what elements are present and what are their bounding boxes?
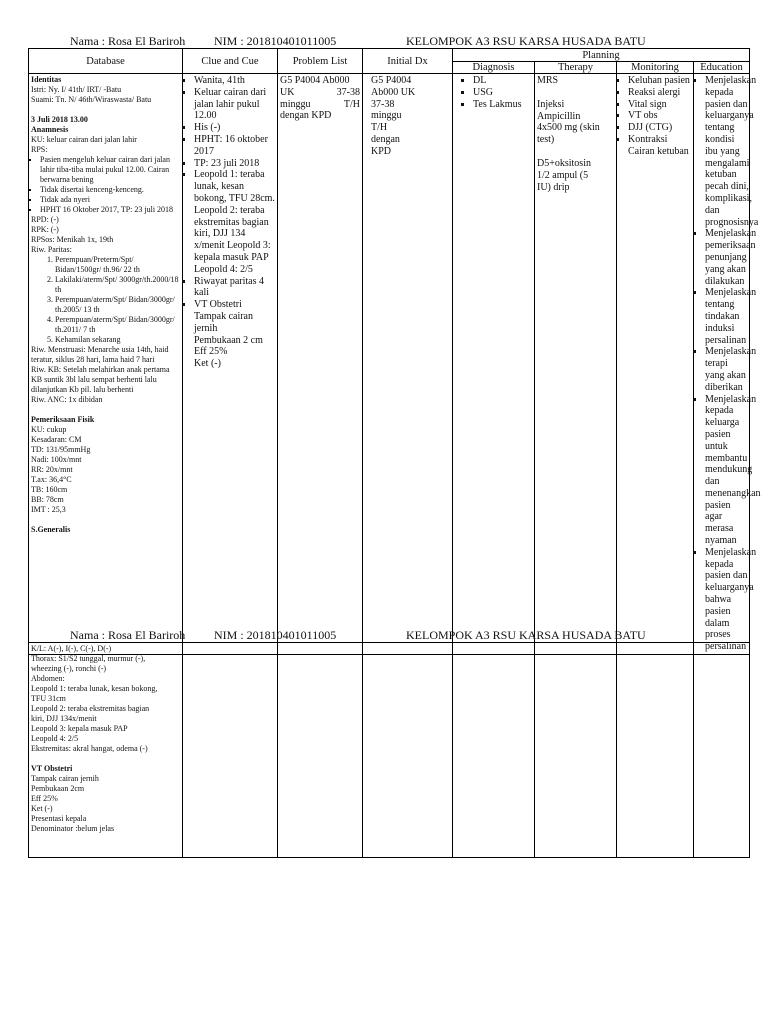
assessment-table <box>28 48 761 655</box>
istri-line: Istri: Ny. I/ 41th/ IRT/ -Batu <box>31 85 122 94</box>
vital-item: KU: cukup <box>31 425 67 434</box>
rpd-line: RPD: (-) <box>31 215 59 224</box>
rpk-line: RPK: (-) <box>31 225 59 234</box>
diagnosis-cell <box>453 74 535 655</box>
list-item: ▪ Menjelaskan kepada keluarga pasien untuk membantu mendukung dan menenangkan pasien agar merasa nyaman <box>705 394 749 547</box>
identitas-title: Identitas <box>31 75 62 84</box>
vital-item: RR: 20x/mnt <box>31 465 73 474</box>
empty-cell <box>278 643 363 858</box>
monitoring-list <box>619 75 691 158</box>
pemeriksaan-title: Pemeriksaan Fisik <box>31 415 95 424</box>
exam-line: Thorax: S1/S2 tunggal, murmur (-), <box>31 654 146 663</box>
anc-line: Riw. ANC: 1x dibidan <box>31 395 103 404</box>
rps-list <box>31 155 180 215</box>
list-item: ▪ Reaksi alergi <box>628 87 691 99</box>
diagnosis-list <box>455 75 532 110</box>
initial-line: T/H <box>371 122 388 134</box>
list-item: ▪ Tes Lakmus <box>473 99 532 111</box>
therapy-line: 4x500 mg (skin <box>537 122 600 134</box>
group-title: KELOMPOK A3 RSU KARSA HUSADA BATU <box>406 628 646 642</box>
list-item: ▪ Tidak ada nyeri <box>40 195 180 205</box>
vital-item: Kesadaran: CM <box>31 435 82 444</box>
list-item: ▪ Pasien mengeluh keluar cairan dari jalan lahir tiba-tiba mulai pukul 12.00. Cairan berwarna bening <box>40 155 180 185</box>
exam-line: kiri, DJJ 134x/menit <box>31 714 97 723</box>
vt-title: ▪ VT Obstetri <box>194 299 242 311</box>
rpsos-line: RPSos: Menikah 1x, 19th <box>31 235 114 244</box>
list-item: ▪ HPHT: 16 oktober 2017 <box>194 134 275 158</box>
menstruasi-line: Riw. Menstruasi: Menarche usia 14th, haid teratur, siklus 28 hari, lama haid 7 hari <box>31 345 169 364</box>
vt-line: Eff 25% <box>31 794 58 803</box>
problem-line: dengan KPD <box>280 110 332 122</box>
list-item: ▪ DL <box>473 75 532 87</box>
list-item: ▪ Menjelaskan kepada pasien dan keluarganya tentang kondisi ibu yang mengalami ketuban pecah dini, komplikasi, dan prognosisnya <box>705 75 749 228</box>
therapy-cell <box>535 74 617 655</box>
clue-cell <box>183 74 278 655</box>
exam-line: Ekstremitas: akral hangat, odema (-) <box>31 744 148 753</box>
list-item: ▪ Wanita, 41th <box>194 75 275 87</box>
initial-dx-cell <box>363 74 453 655</box>
exam-line: Leopold 1: teraba lunak, kesan bokong, <box>31 684 158 693</box>
vital-item: TD: 131/95mmHg <box>31 445 91 454</box>
list-item <box>194 299 275 370</box>
empty-cell <box>453 643 535 858</box>
list-item: ▪ HPHT 16 Oktober 2017, TP: 23 juli 2018 <box>40 205 180 215</box>
generalis-title: S.Generalis <box>31 525 71 534</box>
student-nim: NIM : 201810401011005 <box>214 34 337 48</box>
list-item: ▪ Menjelaskan tentang tindakan induksi persalinan <box>705 287 749 346</box>
therapy-line: Ampicillin <box>537 110 581 122</box>
list-item: ▪ Keluhan pasien <box>628 75 691 87</box>
vt-item: Eff 25% <box>194 346 228 358</box>
list-item: ▪ Menjelaskan pemeriksaan penunjang yang akan dilakukan <box>705 228 749 287</box>
col-clue: Clue and Cue <box>183 49 278 74</box>
list-item: ▪ Keluar cairan dari jalan lahir pukul 12.00 <box>194 87 275 122</box>
exam-line: TFU 31cm <box>31 694 66 703</box>
exam-line: K/L: A(-), I(-), C(-), D(-) <box>31 644 112 653</box>
initial-line: G5 P4004 <box>371 75 412 86</box>
list-item: 5. Kehamilan sekarang <box>55 335 180 345</box>
therapy-line: 1/2 ampul (5 <box>537 169 589 181</box>
list-item: 1. Perempuan/Preterm/Spt/ Bidan/1500gr/ th.96/ 22 th <box>55 255 180 275</box>
vt-item: Tampak cairan jernih <box>194 310 253 334</box>
therapy-line: D5+oksitosin <box>537 157 591 169</box>
vt-line: Tampak cairan jernih <box>31 774 99 783</box>
student-name: Nama : Rosa El Bariroh <box>70 628 186 642</box>
list-item: ▪ TP: 23 juli 2018 <box>194 158 275 170</box>
therapy-mrs: MRS <box>537 75 559 86</box>
vital-item: BB: 78cm <box>31 495 64 504</box>
col-problem: Problem List <box>278 49 363 74</box>
leopold-2-3: Leopold 2: teraba ekstremitas bagian kiri, DJJ 134 x/menit Leopold 3: kepala masuk PAP <box>194 204 271 263</box>
exam-line: Leopold 4: 2/5 <box>31 734 79 743</box>
therapy-line: test) <box>537 134 555 146</box>
education-cell <box>694 74 761 655</box>
database-cell <box>29 74 186 655</box>
leopold-4: Leopold 4: 2/5 <box>194 263 253 275</box>
vital-item: T.ax: 36,4°C <box>31 475 72 484</box>
empty-cell <box>617 643 694 858</box>
therapy-line: IU) drip <box>537 181 570 193</box>
col-initial: Initial Dx <box>363 49 453 74</box>
vt-item: Pembukaan 2 cm <box>194 334 263 346</box>
problem-cell <box>278 74 363 655</box>
list-item: ▪ Riwayat paritas 4 kali <box>194 276 275 300</box>
suami-line: Suami: Tn. N/ 46th/Wiraswasta/ Batu <box>31 95 152 104</box>
vt-line: Presentasi kepala <box>31 814 87 823</box>
monitoring-cairan: Cairan ketuban <box>628 145 689 157</box>
col-therapy: Therapy <box>535 62 617 74</box>
list-item: ▪ Tidak disertai kenceng-kenceng. <box>40 185 180 195</box>
generalis-cell <box>29 643 183 858</box>
exam-line: Leopold 2: teraba ekstremitas bagian <box>31 704 150 713</box>
vt-line: Ket (-) <box>31 804 53 813</box>
clue-list <box>185 75 275 370</box>
list-item: ▪ USG <box>473 87 532 99</box>
initial-line: 37-38 <box>371 98 395 110</box>
anamnesis-date: 3 Juli 2018 13.00 <box>31 115 88 124</box>
list-item: ▪ Vital sign <box>628 99 691 111</box>
education-list <box>696 75 761 653</box>
exam-line: Abdomen: <box>31 674 65 683</box>
problem-word: T/H <box>343 98 360 110</box>
empty-cell <box>363 643 453 858</box>
list-item: ▪ VT obs <box>628 110 691 122</box>
list-item <box>628 134 691 158</box>
exam-line: Leopold 3: kepala masuk PAP <box>31 724 128 733</box>
vital-item: TB: 160cm <box>31 485 68 494</box>
problem-line <box>280 87 360 99</box>
paritas-list <box>31 255 180 345</box>
vt-line: Denominator :belum jelas <box>31 824 115 833</box>
riw-paritas-label: Riw. Paritas: <box>31 245 72 254</box>
list-item <box>194 169 275 275</box>
col-monitoring: Monitoring <box>617 62 694 74</box>
exam-line: wheezing (-), ronchi (-) <box>31 664 107 673</box>
continuation-table <box>28 642 750 858</box>
list-item: 4. Perempuan/aterm/Spt/ Bidan/3000gr/ th.2011/ 7 th <box>55 315 180 335</box>
list-item: ▪ Menjelaskan terapi yang akan diberikan <box>705 346 749 393</box>
col-database: Database <box>29 49 183 74</box>
empty-cell <box>535 643 617 858</box>
list-item: 3. Perempuan/aterm/Spt/ Bidan/3000gr/ th.2005/ 13 th <box>55 295 180 315</box>
problem-word: UK <box>280 86 295 98</box>
initial-line: dengan <box>371 133 400 145</box>
col-diagnosis: Diagnosis <box>453 62 535 74</box>
rps-label: RPS: <box>31 145 48 154</box>
keluhan-utama: KU: keluar cairan dari jalan lahir <box>31 135 137 144</box>
list-item: ▪ Menjelaskan kepada pasien dan keluarganya bahwa pasien dalam proses persalinan <box>705 547 749 653</box>
vt-obstetri-title: VT Obstetri <box>31 764 73 773</box>
vital-item: Nadi: 100x/mnt <box>31 455 82 464</box>
problem-word: minggu <box>280 98 311 110</box>
group-title: KELOMPOK A3 RSU KARSA HUSADA BATU <box>406 34 646 48</box>
therapy-line: Injeksi <box>537 98 565 110</box>
list-item: 2. Lakilaki/aterm/Spt/ 3000gr/th.2000/18 th <box>55 275 180 295</box>
list-item: ▪ His (-) <box>194 122 275 134</box>
anamnesis-title: Anamnesis <box>31 125 69 134</box>
monitoring-cell <box>617 74 694 655</box>
col-planning: Planning <box>453 49 750 62</box>
initial-line: Ab000 UK <box>371 86 416 98</box>
problem-word: 37-38 <box>336 86 360 98</box>
empty-cell <box>183 643 278 858</box>
col-education: Education <box>694 62 750 74</box>
student-nim: NIM : 201810401011005 <box>214 628 337 642</box>
list-item: ▪ DJJ (CTG) <box>628 122 691 134</box>
problem-line: G5 P4004 Ab000 <box>280 75 350 86</box>
vt-line: Pembukaan 2cm <box>31 784 85 793</box>
kb-line: Riw. KB: Setelah melahirkan anak pertama KB suntik 3bl lalu sempat berhenti lalu dilanjutkan Kb pil. lalu berhenti <box>31 365 170 394</box>
initial-line: KPD <box>371 145 392 157</box>
problem-line <box>280 99 360 111</box>
student-name: Nama : Rosa El Bariroh <box>70 34 186 48</box>
empty-cell <box>694 643 750 858</box>
leopold-1: ▪ Leopold 1: teraba lunak, kesan bokong, TFU 28cm. <box>194 169 275 204</box>
vital-item: IMT : 25,3 <box>31 505 66 514</box>
initial-line: minggu <box>371 110 402 122</box>
monitoring-kontraksi: ▪ Kontraksi <box>628 133 668 145</box>
vt-item: Ket (-) <box>194 358 221 370</box>
